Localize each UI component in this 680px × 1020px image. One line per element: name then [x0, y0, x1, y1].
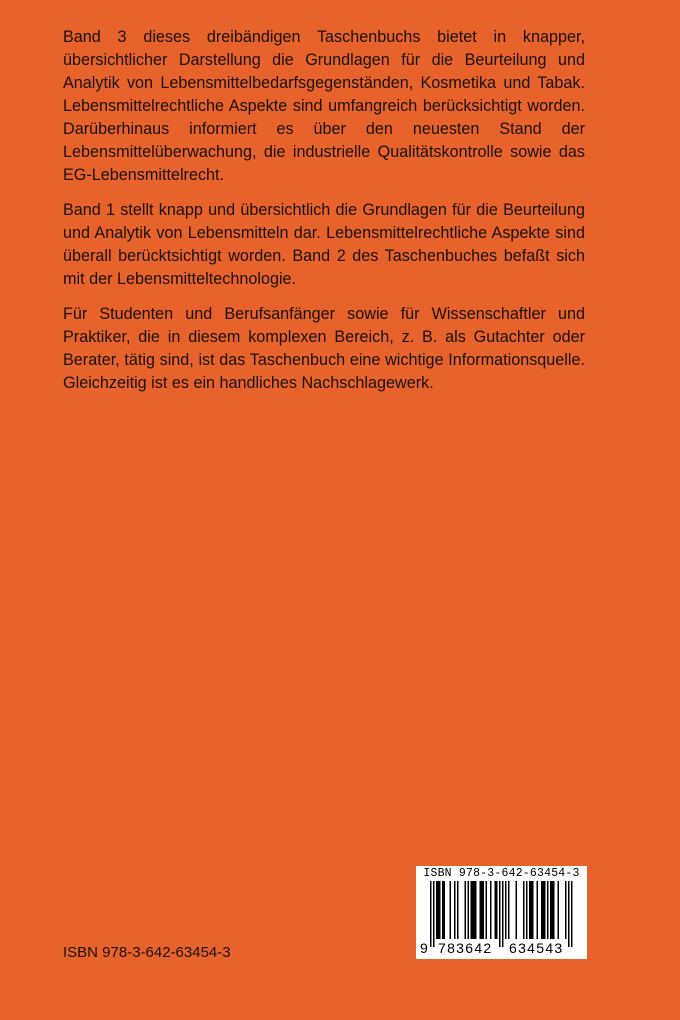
- barcode-isbn-label: ISBN 978-3-642-63454-3: [423, 867, 580, 880]
- barcode-bar: [490, 881, 492, 939]
- barcode-bar: [472, 881, 474, 939]
- barcode-bar: [547, 881, 549, 939]
- barcode-bar: [444, 881, 446, 939]
- blurb-paragraph-3: Für Studenten und Berufsanfänger sowie für Wissenschaftler und Praktiker, die in diesem komplexen Bereich, z. B. als Gutachter oder Berater, tätig sind, ist das Taschenbuch eine wichtige Informationsquelle. Gleichzeitig ist es ein handliches Nachschlagewerk.: [63, 305, 585, 392]
- barcode-bar: [543, 881, 545, 939]
- barcode-left-digits: 783642: [438, 940, 493, 956]
- barcode-bar: [450, 881, 452, 939]
- barcode-bar: [457, 881, 459, 939]
- barcode-bar: [454, 881, 456, 939]
- barcode-bar: [552, 881, 554, 939]
- barcode-bar: [505, 881, 507, 939]
- barcode-bar: [496, 881, 498, 939]
- barcode-bar: [508, 881, 510, 939]
- barcode-bar: [550, 881, 552, 939]
- barcode-bar: [475, 881, 477, 939]
- barcode-bar: [531, 881, 533, 939]
- barcode-bar: [474, 881, 476, 939]
- barcode-bar: [529, 881, 531, 939]
- barcode-bar: [523, 881, 525, 939]
- barcode-guard-bar: [571, 881, 573, 947]
- barcode-bar: [532, 881, 534, 939]
- barcode-bar: [486, 881, 488, 939]
- barcode-bar: [481, 881, 483, 939]
- blurb-paragraph-2: Band 1 stellt knapp und übersichtlich die Grundlagen für die Beurteilung und Analytik von Lebensmitteln dar. Lebensmittelrechtliche Aspekte sind überall berücktsichtigt worden. Band 2 des Taschenbuches befaßt sich mit der Lebensmitteltechnologie.: [63, 201, 585, 288]
- blurb-text: [63, 26, 585, 407]
- blurb-paragraph-1: Band 3 dieses dreibändigen Taschenbuchs bietet in knapper, übersichtlicher Darstellung die Grundlagen für die Beurteilung und Analytik von Lebensmittelbedarfsgegenständen, Kosmetika und Tabak. Lebensmittelrechtliche Aspekte sind umfangreich berücksichtigt worden. Darüberhinaus informiert es über den neuesten Stand der Lebensmittelüberwachung, die industrielle Qualitätskontrolle sowie das EG-Lebensmittelrecht.: [63, 28, 585, 184]
- barcode-bar: [537, 881, 539, 939]
- barcode-guard-bar: [433, 881, 435, 947]
- barcode-bar: [526, 881, 528, 939]
- barcode-bar: [465, 881, 467, 939]
- barcode-guard-bar: [430, 881, 432, 947]
- barcode-first-digit: 9: [420, 940, 428, 956]
- barcode-bar: [438, 881, 440, 939]
- barcode-bar: [436, 881, 438, 939]
- barcode-bar: [468, 881, 470, 939]
- barcode-guard-bar: [499, 881, 501, 947]
- barcode-bar: [439, 881, 441, 939]
- isbn-number: ISBN 978-3-642-63454-3: [63, 944, 231, 961]
- barcode-bar: [553, 881, 555, 939]
- barcode-bar: [516, 881, 518, 939]
- barcode-bar: [471, 881, 473, 939]
- barcode-bar: [495, 881, 497, 939]
- barcode-right-digits: 634543: [509, 940, 564, 956]
- barcode-guard-bar: [502, 881, 504, 947]
- barcode-bar: [558, 881, 560, 939]
- barcode-bar: [565, 881, 567, 939]
- barcode-bar: [442, 881, 444, 939]
- barcode: [416, 866, 587, 959]
- barcode-bar: [480, 881, 482, 939]
- barcode-bar: [483, 881, 485, 939]
- barcode-bar: [544, 881, 546, 939]
- barcode-guard-bar: [568, 881, 570, 947]
- barcode-bar: [541, 881, 543, 939]
